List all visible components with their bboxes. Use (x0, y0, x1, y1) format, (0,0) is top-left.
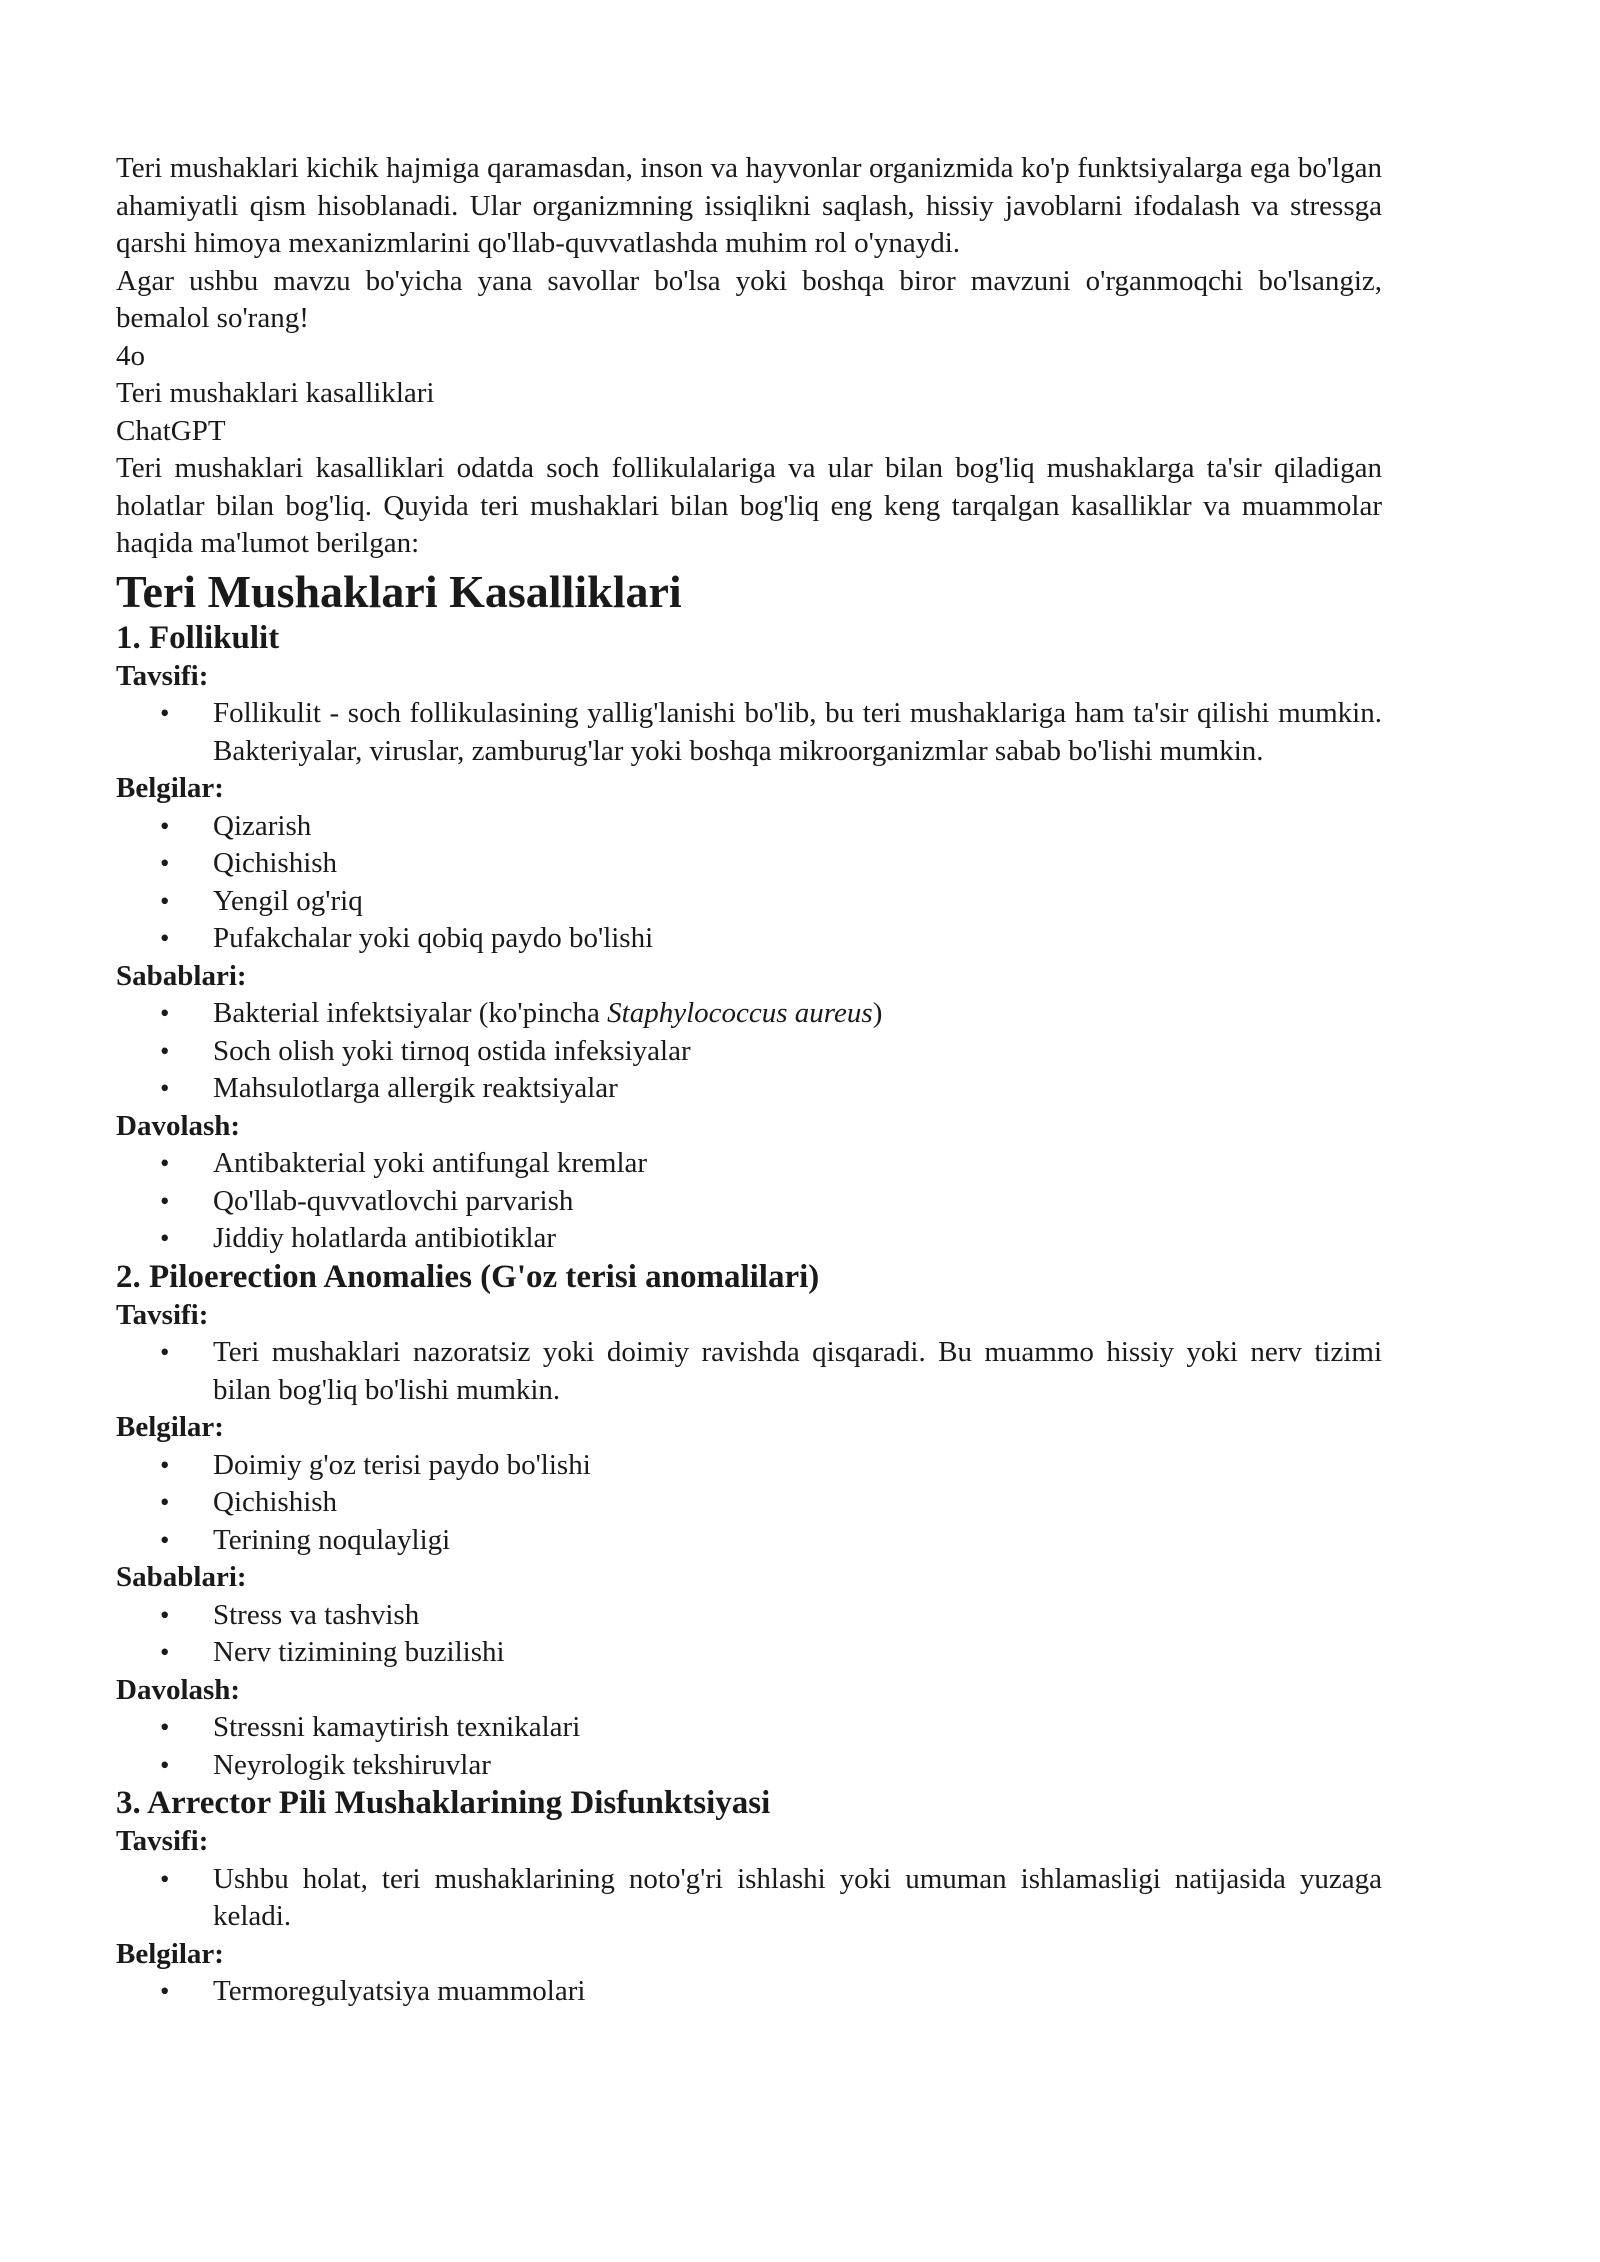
bullet-list (116, 1447, 1382, 1560)
bullet-item: • Nerv tizimining buzilishi (116, 1634, 1382, 1672)
bullet-item: • Termoregulyatsiya muammolari (116, 1973, 1382, 2011)
bullet-item: • Stressni kamaytirish texnikalari (116, 1709, 1382, 1747)
bullet-item: • Pufakchalar yoki qobiq paydo bo'lishi (116, 920, 1382, 958)
sections-container (116, 619, 1382, 2011)
bullet-list (116, 1334, 1382, 1409)
section-label: Tavsifi: (116, 1825, 209, 1857)
bullet-list (116, 1973, 1382, 2011)
bullet-item: • Qichishish (116, 1484, 1382, 1522)
section-heading: 1. Follikulit (116, 619, 280, 656)
bullet-item: • Soch olish yoki tirnoq ostida infeksiyalar (116, 1033, 1382, 1071)
bullet-item: • Yengil og'riq (116, 883, 1382, 921)
section-label: Davolash: (116, 1109, 241, 1142)
bullet-item: • Follikulit - soch follikulasining yallig'lanishi bo'lib, bu teri mushaklariga ham ta'sir qilishi mumkin. Bakteriyalar, viruslar, zamburug'lar yoki boshqa mikroorganizmlar sabab bo'lishi mumkin. (116, 695, 1382, 770)
model-label: 4o (116, 339, 145, 372)
section-label: Belgilar: (116, 772, 224, 804)
section-label: Sabablari: (116, 959, 247, 992)
section-label: Davolash: (116, 1673, 241, 1706)
bullet-item: • Qizarish (116, 808, 1382, 846)
section-label: Belgilar: (116, 1411, 224, 1443)
bullet-list (116, 1709, 1382, 1784)
intro-paragraph: Teri mushaklari kichik hajmiga qaramasdan, inson va hayvonlar organizmida ko'p funktsiyalarga ega bo'lgan ahamiyatli qism hisoblanadi. Ular organizmning issiqlikni saqlash, hissiy javoblarni ifodalash va stressga qarshi himoya mexanizmlarini qo'llab-quvvatlashda muhim rol o'ynaydi. (116, 152, 1382, 259)
bullet-item: • Neyrologik tekshiruvlar (116, 1747, 1382, 1785)
bullet-item: • Antibakterial yoki antifungal kremlar (116, 1145, 1382, 1183)
bullet-item: • Terining noqulayligi (116, 1522, 1382, 1560)
document-title: Teri Mushaklari Kasalliklari (116, 565, 682, 617)
bullet-item: • Mahsulotlarga allergik reaktsiyalar (116, 1070, 1382, 1108)
intro-followup: Agar ushbu mavzu bo'yicha yana savollar bo'lsa yoki boshqa biror mavzuni o'rganmoqchi bo'lsangiz, bemalol so'rang! (116, 264, 1382, 334)
bullet-list (116, 1597, 1382, 1672)
user-prompt: Teri mushaklari kasalliklari (116, 377, 435, 409)
bullet-item: • Qo'llab-quvvatlovchi parvarish (116, 1183, 1382, 1221)
section-label: Sabablari: (116, 1561, 247, 1593)
bullet-item: • Qichishish (116, 845, 1382, 883)
bullet-item: • Doimiy g'oz terisi paydo bo'lishi (116, 1447, 1382, 1485)
bullet-list (116, 1145, 1382, 1258)
bullet-item: • Jiddiy holatlarda antibiotiklar (116, 1220, 1382, 1258)
bullet-item: • Ushbu holat, teri mushaklarining noto'g'ri ishlashi yoki umuman ishlamasligi natijasida yuzaga keladi. (116, 1861, 1382, 1936)
bullet-list (116, 995, 1382, 1108)
response-intro: Teri mushaklari kasalliklari odatda soch follikulalariga va ular bilan bog'liq mushaklarga ta'sir qiladigan holatlar bilan bog'liq. Quyida teri mushaklari bilan bog'liq eng keng tarqalgan kasalliklar va muammolar haqida ma'lumot berilgan: (116, 452, 1382, 559)
bullet-item: • Teri mushaklari nazoratsiz yoki doimiy ravishda qisqaradi. Bu muammo hissiy yoki nerv tizimi bilan bog'liq bo'lishi mumkin. (116, 1334, 1382, 1409)
bullet-list (116, 1861, 1382, 1936)
document-page (116, 150, 1382, 2011)
species-name: Staphylococcus aureus (607, 997, 873, 1029)
section-label: Tavsifi: (116, 1298, 209, 1331)
bullet-item: • Bakterial infektsiyalar (ko'pincha Staphylococcus aureus) (116, 995, 1382, 1033)
section-heading: 3. Arrector Pili Mushaklarining Disfunktsiyasi (116, 1785, 771, 1821)
section-label: Belgilar: (116, 1937, 224, 1970)
bullet-list (116, 808, 1382, 958)
section-label: Tavsifi: (116, 659, 209, 692)
assistant-name: ChatGPT (116, 414, 226, 447)
section-heading: 2. Piloerection Anomalies (G'oz terisi anomalilari) (116, 1258, 820, 1295)
bullet-list (116, 695, 1382, 770)
bullet-item: • Stress va tashvish (116, 1597, 1382, 1635)
